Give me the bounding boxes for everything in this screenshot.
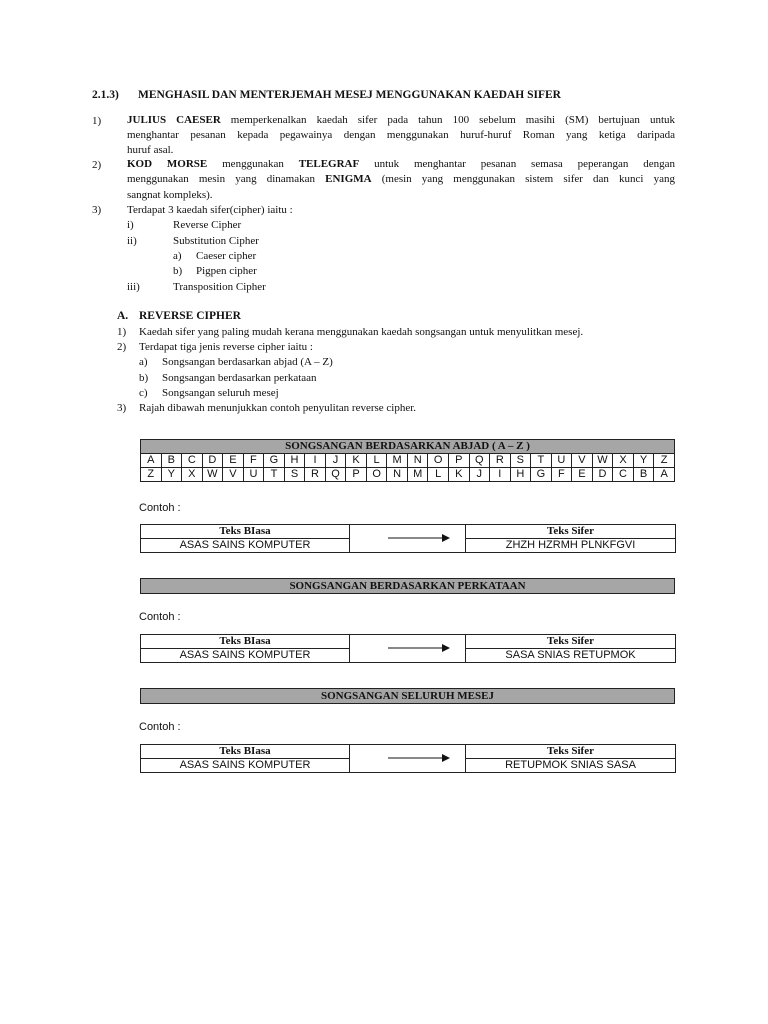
type-number: c) — [139, 387, 148, 399]
type-label: Songsangan seluruh mesej — [162, 387, 279, 399]
cipher-text-value: ZHZH HZRMH PLNKFGVI — [466, 539, 676, 553]
abjad-reversed-letter: X — [182, 468, 203, 482]
cipher-item-label: Reverse Cipher — [173, 219, 242, 231]
abjad-plain-letter: C — [182, 454, 203, 468]
right-arrow-icon — [388, 753, 450, 763]
abjad-reversed-letter: Z — [141, 468, 162, 482]
abjad-reversed-letter: E — [572, 468, 593, 482]
abjad-plain-letter: Q — [469, 454, 490, 468]
cipher-subitem-label: Pigpen cipher — [196, 265, 257, 277]
contoh-label: Contoh : — [139, 611, 181, 623]
section-title: MENGHASIL DAN MENTERJEMAH MESEJ MENGGUNAKAN KAEDAH SIFER — [138, 89, 561, 101]
abjad-reversed-letter: K — [448, 468, 469, 482]
abjad-plain-letter: E — [223, 454, 244, 468]
abjad-plain-letter: M — [387, 454, 408, 468]
example-table-seluruh-mesej — [140, 744, 676, 773]
section-a-p1-text: Kaedah sifer yang paling mudah kerana menggunakan kaedah songsangan untuk menyulitkan mesej. — [139, 326, 584, 338]
abjad-plain-letter: F — [243, 454, 264, 468]
abjad-plain-row — [141, 454, 675, 468]
cipher-text-value: SASA SNIAS RETUPMOK — [466, 649, 676, 663]
abjad-reversed-letter: I — [490, 468, 511, 482]
cipher-item-number: i) — [127, 219, 134, 231]
perkataan-bar: SONGSANGAN BERDASARKAN PERKATAAN — [140, 578, 675, 594]
abjad-plain-letter: J — [325, 454, 346, 468]
abjad-reversed-letter: G — [531, 468, 552, 482]
type-label: Songsangan berdasarkan abjad (A – Z) — [162, 356, 333, 368]
abjad-plain-letter: G — [264, 454, 285, 468]
cipher-text-value: RETUPMOK SNIAS SASA — [466, 759, 676, 773]
point-1-line-3: huruf asal. — [127, 144, 174, 156]
point-2-line-2-pre: menggunakan mesin yang dinamakan — [127, 173, 326, 185]
abjad-reversed-letter: N — [387, 468, 408, 482]
header-plain-text: Teks BIasa — [141, 635, 350, 649]
abjad-reversed-letter: M — [407, 468, 428, 482]
arrow-cell — [350, 635, 466, 663]
abjad-reversed-row — [141, 468, 675, 482]
abjad-plain-letter: Z — [654, 454, 675, 468]
cipher-item-number: ii) — [127, 235, 137, 247]
point-3-text: Terdapat 3 kaedah sifer(cipher) iaitu : — [127, 204, 293, 216]
point-2-line-2 — [127, 172, 675, 187]
abjad-reversed-letter: Y — [161, 468, 182, 482]
enigma-bold: ENIGMA — [325, 173, 372, 185]
arrow-cell — [350, 525, 466, 553]
kod-morse-bold: KOD MORSE — [127, 158, 208, 170]
section-a-p2-number: 2) — [117, 341, 127, 353]
abjad-table — [140, 439, 675, 482]
abjad-reversed-letter: B — [633, 468, 654, 482]
section-a-p3-number: 3) — [117, 402, 127, 414]
abjad-reversed-letter: L — [428, 468, 449, 482]
abjad-plain-letter: X — [613, 454, 634, 468]
abjad-reversed-letter: D — [592, 468, 613, 482]
abjad-plain-letter: H — [284, 454, 305, 468]
point-2-line-3: sangnat kompleks). — [127, 189, 213, 201]
header-cipher-text: Teks Sifer — [466, 635, 676, 649]
cipher-subitem-number: a) — [173, 250, 182, 262]
seluruh-mesej-bar: SONGSANGAN SELURUH MESEJ — [140, 688, 675, 704]
plain-text-value: ASAS SAINS KOMPUTER — [141, 649, 350, 663]
abjad-plain-letter: O — [428, 454, 449, 468]
example-table-abjad — [140, 524, 676, 553]
abjad-plain-letter: I — [305, 454, 326, 468]
header-plain-text: Teks BIasa — [141, 525, 350, 539]
abjad-reversed-letter: P — [346, 468, 367, 482]
point-2-line-2-post: (mesin yang menggunakan sistem sifer dan kunci yang — [371, 173, 675, 185]
point-1-line-1 — [127, 113, 675, 128]
point-2-text-2: untuk menghantar pesanan semasa peperangan dengan — [359, 158, 675, 170]
julius-caeser-bold: JULIUS CAESER — [127, 114, 221, 126]
header-cipher-text: Teks Sifer — [466, 525, 676, 539]
abjad-plain-letter: L — [366, 454, 387, 468]
abjad-reversed-letter: U — [243, 468, 264, 482]
abjad-reversed-letter: A — [654, 468, 675, 482]
section-a-p1-number: 1) — [117, 326, 127, 338]
abjad-reversed-letter: V — [223, 468, 244, 482]
abjad-plain-letter: T — [531, 454, 552, 468]
point-3-number: 3) — [92, 204, 102, 216]
point-1-line-1-text: memperkenalkan kaedah sifer pada tahun 100 sebelum masihi (SM) bertujuan untuk — [220, 114, 676, 126]
section-number: 2.1.3) — [92, 89, 119, 101]
point-1-line-2: menghantar pesanan kepada pegawainya dengan menggunakan huruf-huruf Roman yang ketiga daripada — [127, 129, 675, 141]
abjad-reversed-letter: C — [613, 468, 634, 482]
plain-text-value: ASAS SAINS KOMPUTER — [141, 539, 350, 553]
abjad-plain-letter: N — [407, 454, 428, 468]
plain-text-value: ASAS SAINS KOMPUTER — [141, 759, 350, 773]
section-a-p2-text: Terdapat tiga jenis reverse cipher iaitu : — [139, 341, 313, 353]
abjad-plain-letter: S — [510, 454, 531, 468]
header-cipher-text: Teks Sifer — [466, 745, 676, 759]
abjad-reversed-letter: F — [551, 468, 572, 482]
cipher-item-label: Substitution Cipher — [173, 235, 259, 247]
example-table-perkataan — [140, 634, 676, 663]
abjad-reversed-letter: W — [202, 468, 223, 482]
cipher-item-label: Transposition Cipher — [173, 281, 266, 293]
section-a-p3-text: Rajah dibawah menunjukkan contoh penyulitan reverse cipher. — [139, 402, 417, 414]
abjad-table-title: SONGSANGAN BERDASARKAN ABJAD ( A – Z ) — [141, 440, 675, 454]
contoh-label: Contoh : — [139, 502, 181, 514]
abjad-plain-letter: U — [551, 454, 572, 468]
type-label: Songsangan berdasarkan perkataan — [162, 372, 317, 384]
abjad-plain-letter: V — [572, 454, 593, 468]
abjad-reversed-letter: H — [510, 468, 531, 482]
telegraf-bold: TELEGRAF — [298, 158, 360, 170]
abjad-plain-letter: A — [141, 454, 162, 468]
abjad-plain-letter: K — [346, 454, 367, 468]
abjad-reversed-letter: J — [469, 468, 490, 482]
abjad-plain-letter: D — [202, 454, 223, 468]
section-a-title: REVERSE CIPHER — [139, 310, 241, 322]
section-a-letter: A. — [117, 310, 129, 322]
abjad-reversed-letter: T — [264, 468, 285, 482]
abjad-plain-letter: R — [490, 454, 511, 468]
right-arrow-icon — [388, 643, 450, 653]
abjad-reversed-letter: R — [305, 468, 326, 482]
abjad-plain-letter: P — [448, 454, 469, 468]
point-1-number: 1) — [92, 115, 102, 127]
arrow-cell — [350, 745, 466, 773]
abjad-reversed-letter: Q — [325, 468, 346, 482]
type-number: a) — [139, 356, 148, 368]
cipher-subitem-number: b) — [173, 265, 183, 277]
point-2-line-1 — [127, 157, 675, 172]
type-number: b) — [139, 372, 149, 384]
cipher-item-number: iii) — [127, 281, 140, 293]
point-2-text-1: menggunakan — [207, 158, 299, 170]
cipher-subitem-label: Caeser cipher — [196, 250, 257, 262]
abjad-plain-letter: Y — [633, 454, 654, 468]
contoh-label: Contoh : — [139, 721, 181, 733]
right-arrow-icon — [388, 533, 450, 543]
point-2-number: 2) — [92, 159, 102, 171]
abjad-reversed-letter: O — [366, 468, 387, 482]
abjad-reversed-letter: S — [284, 468, 305, 482]
abjad-plain-letter: W — [592, 454, 613, 468]
abjad-plain-letter: B — [161, 454, 182, 468]
header-plain-text: Teks BIasa — [141, 745, 350, 759]
